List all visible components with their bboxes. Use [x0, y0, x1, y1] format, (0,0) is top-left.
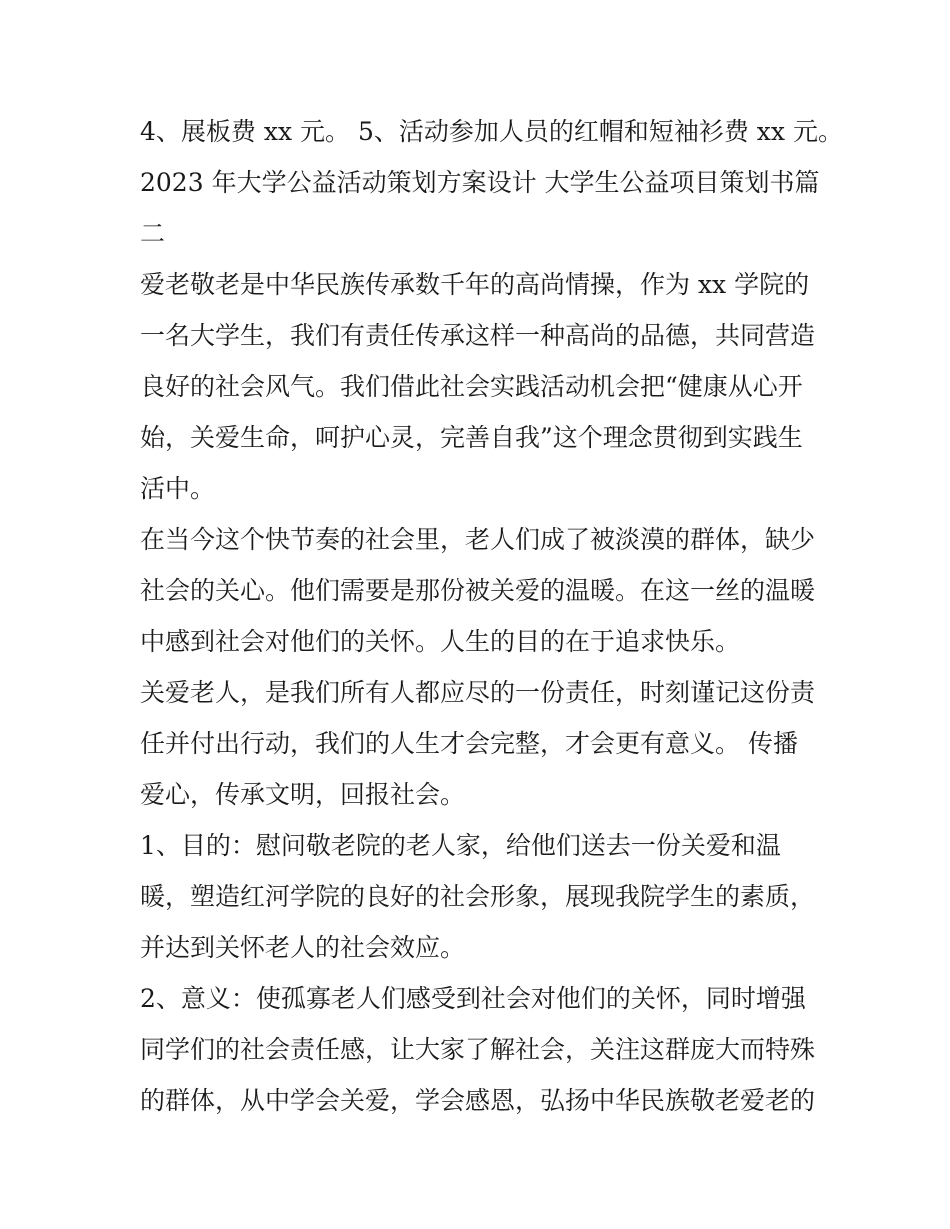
- text-line: 2、意义：使孤寡老人们感受到社会对他们的关怀，同时增强: [140, 984, 806, 1013]
- text-line: 良好的社会风气。我们借此社会实践活动机会把“健康从心开: [140, 372, 803, 401]
- text-line: 同学们的社会责任感，让大家了解社会，关注这群庞大而特殊: [140, 1035, 816, 1064]
- text-line: 始，关爱生命，呵护心灵，完善自我”这个理念贯彻到实践生: [140, 423, 803, 452]
- text-line: 在当今这个快节奏的社会里，老人们成了被淡漠的群体，缺少: [140, 525, 816, 554]
- text-line: 爱老敬老是中华民族传承数千年的高尚情操，作为 xx 学院的: [140, 270, 810, 299]
- text-line: 中感到社会对他们的关怀。人生的目的在于追求快乐。: [140, 627, 741, 656]
- text-line: 4、展板费 xx 元。 5、活动参加人员的红帽和短袖衫费 xx 元。: [140, 117, 843, 146]
- document-body: [140, 106, 843, 1126]
- text-line: 一名大学生，我们有责任传承这样一种高尚的品德，共同营造: [140, 321, 816, 350]
- text-line: 活中。: [140, 474, 216, 503]
- text-line: 爱心，传承文明，回报社会。: [140, 780, 466, 809]
- text-line: 暖，塑造红河学院的良好的社会形象，展现我院学生的素质，: [140, 882, 816, 911]
- text-line: 社会的关心。他们需要是那份被关爱的温暖。在这一丝的温暖: [140, 576, 816, 605]
- text-line: 并达到关怀老人的社会效应。: [140, 933, 466, 962]
- text-line: 任并付出行动，我们的人生才会完整，才会更有意义。 传播: [140, 729, 798, 758]
- text-line: 2023 年大学公益活动策划方案设计 大学生公益项目策划书篇: [140, 168, 820, 197]
- text-line: 关爱老人，是我们所有人都应尽的一份责任，时刻谨记这份责: [140, 678, 816, 707]
- text-line: 1、目的：慰问敬老院的老人家，给他们送去一份关爱和温: [140, 831, 781, 860]
- text-line: 二: [140, 219, 166, 248]
- text-line: 的群体，从中学会关爱，学会感恩，弘扬中华民族敬老爱老的: [140, 1086, 816, 1115]
